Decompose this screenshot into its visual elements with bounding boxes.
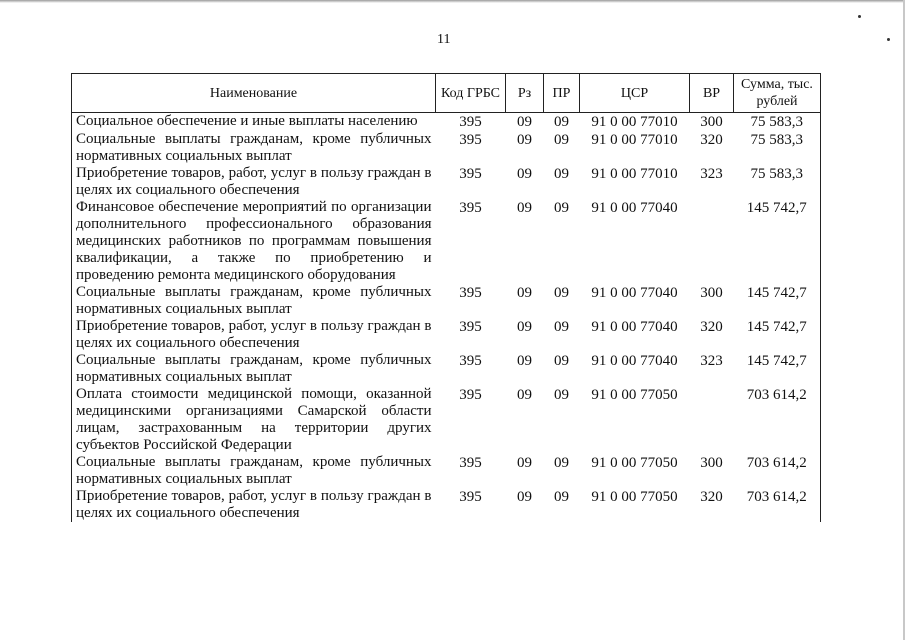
cell-sum: 145 742,7 (734, 352, 821, 386)
cell-name: Финансовое обеспечение мероприятий по организации дополнительного профессионального образования медицинских работников по программам повышения квалификации, а также по приобретению и проведению ремонта медицинского оборудования (72, 199, 436, 284)
table-row (72, 454, 821, 488)
cell-sum: 703 614,2 (734, 454, 821, 488)
cell-csr: 91 0 00 77050 (591, 455, 678, 471)
page-number: 11 (437, 32, 451, 47)
table-row (72, 318, 821, 352)
header-rz: Рз (506, 74, 544, 113)
cell-pr: 09 (554, 200, 569, 216)
header-pr: ПР (544, 74, 580, 113)
cell-rz: 09 (517, 132, 532, 148)
table-row (72, 284, 821, 318)
cell-pr: 09 (554, 132, 569, 148)
cell-grbs: 395 (459, 132, 482, 148)
cell-csr: 91 0 00 77010 (591, 166, 678, 182)
cell-rz: 09 (517, 319, 532, 335)
cell-name: Социальные выплаты гражданам, кроме публичных нормативных социальных выплат (72, 284, 436, 318)
cell-name: Социальные выплаты гражданам, кроме публичных нормативных социальных выплат (72, 454, 436, 488)
table-row (72, 352, 821, 386)
cell-sum: 75 583,3 (734, 165, 821, 199)
cell-rz: 09 (517, 387, 532, 403)
scan-speck (887, 38, 890, 41)
cell-sum: 703 614,2 (734, 488, 821, 522)
cell-pr: 09 (554, 489, 569, 505)
table-row (72, 131, 821, 165)
cell-name: Оплата стоимости медицинской помощи, оказанной медицинскими организациями Самарской области лицам, застрахованным на территории других субъектов Российской Федерации (72, 386, 436, 454)
cell-rz: 09 (517, 285, 532, 301)
cell-grbs: 395 (459, 166, 482, 182)
cell-sum: 75 583,3 (734, 113, 821, 132)
cell-csr: 91 0 00 77040 (591, 353, 678, 369)
cell-grbs: 395 (459, 387, 482, 403)
cell-csr: 91 0 00 77040 (591, 319, 678, 335)
cell-grbs: 395 (459, 455, 482, 471)
cell-name: Социальные выплаты гражданам, кроме публичных нормативных социальных выплат (72, 131, 436, 165)
cell-csr: 91 0 00 77010 (591, 114, 678, 130)
cell-vr: 320 (700, 489, 723, 505)
cell-csr: 91 0 00 77040 (591, 200, 678, 216)
table-row (72, 113, 821, 132)
cell-csr: 91 0 00 77050 (591, 489, 678, 505)
cell-pr: 09 (554, 455, 569, 471)
cell-rz: 09 (517, 200, 532, 216)
scan-edge-top (0, 0, 905, 3)
cell-pr: 09 (554, 285, 569, 301)
table-row (72, 199, 821, 284)
cell-vr: 320 (700, 319, 723, 335)
cell-name: Приобретение товаров, работ, услуг в пользу граждан в целях их социального обеспечения (72, 488, 436, 522)
table-row (72, 165, 821, 199)
cell-vr: 300 (700, 285, 723, 301)
cell-rz: 09 (517, 455, 532, 471)
cell-sum: 145 742,7 (734, 318, 821, 352)
table-header-row (72, 74, 821, 113)
scan-speck (858, 15, 861, 18)
cell-vr: 320 (700, 132, 723, 148)
cell-pr: 09 (554, 353, 569, 369)
cell-grbs: 395 (459, 200, 482, 216)
table-body (72, 113, 821, 523)
cell-sum: 703 614,2 (734, 386, 821, 454)
header-sum: Сумма, тыс. рублей (734, 74, 821, 113)
cell-pr: 09 (554, 319, 569, 335)
cell-csr: 91 0 00 77010 (591, 132, 678, 148)
cell-vr: 323 (700, 353, 723, 369)
cell-vr: 323 (700, 166, 723, 182)
table-row (72, 386, 821, 454)
cell-sum: 145 742,7 (734, 284, 821, 318)
cell-vr (690, 199, 734, 284)
header-csr: ЦСР (580, 74, 690, 113)
cell-pr: 09 (554, 114, 569, 130)
cell-csr: 91 0 00 77040 (591, 285, 678, 301)
cell-name: Социальное обеспечение и иные выплаты населению (72, 113, 436, 132)
header-name: Наименование (72, 74, 436, 113)
cell-rz: 09 (517, 114, 532, 130)
table-row (72, 488, 821, 522)
cell-grbs: 395 (459, 353, 482, 369)
cell-grbs: 395 (459, 489, 482, 505)
cell-name: Приобретение товаров, работ, услуг в пользу граждан в целях их социального обеспечения (72, 165, 436, 199)
cell-csr: 91 0 00 77050 (591, 387, 678, 403)
cell-vr: 300 (700, 455, 723, 471)
cell-pr: 09 (554, 166, 569, 182)
cell-rz: 09 (517, 489, 532, 505)
cell-vr (690, 386, 734, 454)
header-grbs: Код ГРБС (436, 74, 506, 113)
cell-grbs: 395 (459, 285, 482, 301)
cell-rz: 09 (517, 353, 532, 369)
header-vr: ВР (690, 74, 734, 113)
cell-name: Социальные выплаты гражданам, кроме публичных нормативных социальных выплат (72, 352, 436, 386)
budget-table (71, 73, 821, 522)
cell-name: Приобретение товаров, работ, услуг в пользу граждан в целях их социального обеспечения (72, 318, 436, 352)
cell-vr: 300 (700, 114, 723, 130)
cell-grbs: 395 (459, 114, 482, 130)
cell-sum: 145 742,7 (734, 199, 821, 284)
cell-pr: 09 (554, 387, 569, 403)
cell-rz: 09 (517, 166, 532, 182)
cell-grbs: 395 (459, 319, 482, 335)
cell-sum: 75 583,3 (734, 131, 821, 165)
